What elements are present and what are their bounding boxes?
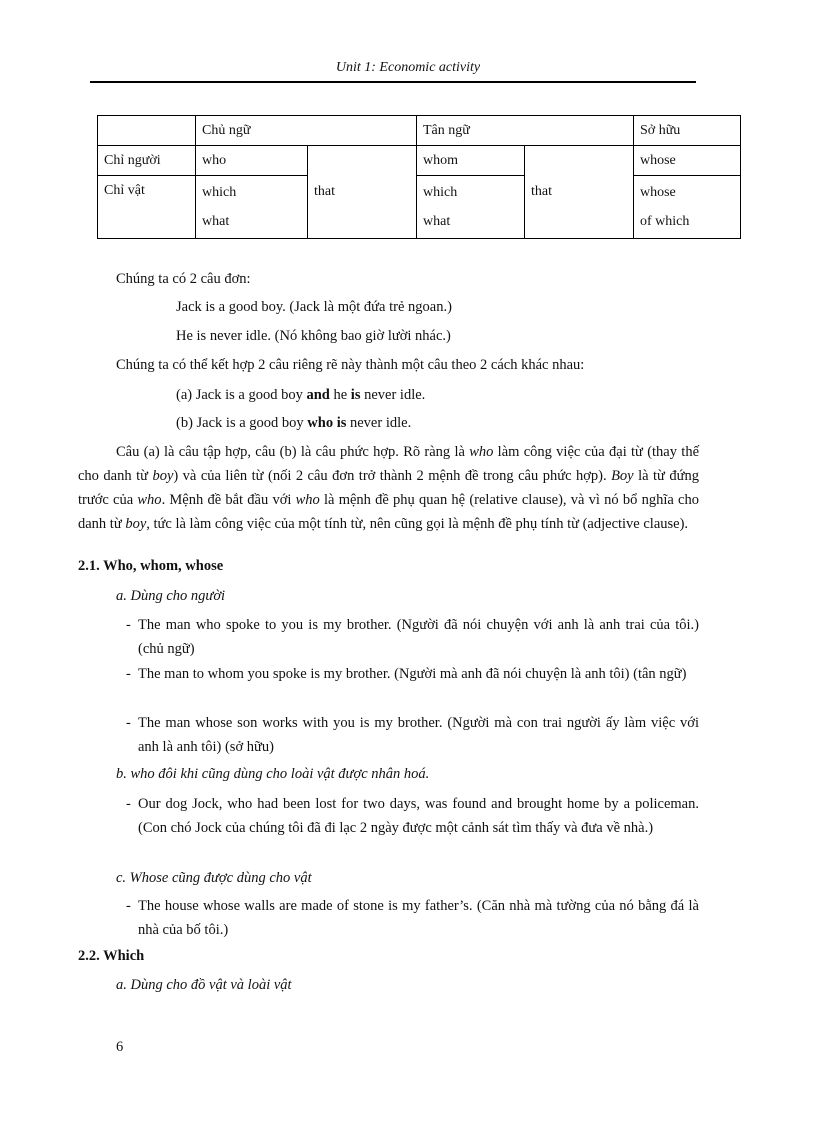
bold-run: who is [307, 415, 347, 431]
cell-that-object: that [525, 146, 634, 239]
page-number: 6 [116, 1039, 124, 1055]
italic-run: Boy [611, 468, 634, 484]
cell-person-possessive: whose [634, 146, 741, 176]
list-item [126, 894, 699, 942]
table-row [98, 176, 741, 239]
table-corner-cell [98, 116, 196, 146]
example-sentence-2: He is never idle. (Nó không bao giờ lười nhác.) [176, 328, 451, 344]
dash-marker: - [126, 796, 131, 812]
running-header: Unit 1: Economic activity [335, 60, 481, 75]
dash-marker: - [126, 715, 131, 731]
header-possessive: Sở hữu [634, 116, 741, 146]
text-run: là mệnh đề phụ quan hệ (relative clause), và vì nó bổ nghĩa cho danh từ [78, 492, 699, 532]
dash-marker: - [126, 898, 131, 914]
explanation-paragraph [78, 440, 699, 536]
italic-run: who [295, 492, 320, 508]
cell-that-subject: that [308, 146, 417, 239]
table-header-row [98, 116, 741, 146]
list-item [126, 711, 699, 759]
cell-person-subject: who [196, 146, 308, 176]
header-rule [90, 81, 696, 83]
text-run: làm công việc của đại từ (thay thế cho danh từ [78, 444, 699, 484]
dash-marker: - [126, 666, 131, 682]
italic-run: boy [152, 468, 174, 484]
bold-run: is [350, 387, 361, 403]
italic-run: who [469, 444, 494, 460]
cell-value: what [423, 214, 451, 229]
subsection-a-objects: a. Dùng cho đồ vật và loài vật [116, 977, 292, 993]
combine-sentence: Chúng ta có thể kết hợp 2 câu riêng rẽ này thành một câu theo 2 cách khác nhau: [116, 357, 585, 373]
cell-thing-possessive [634, 176, 741, 239]
relative-pronoun-table [97, 115, 741, 239]
list-item [126, 613, 699, 661]
text-run: là từ đứng trước của [78, 468, 700, 508]
header-subject: Chủ ngữ [196, 116, 417, 146]
section-heading-2-1: 2.1. Who, whom, whose [78, 558, 224, 574]
example-b [176, 413, 411, 434]
text-run: , tức là làm công việc của một tính từ, nên cũng gọi là mệnh đề phụ tính từ (adjective clause). [146, 516, 689, 532]
subsection-c-things: c. Whose cũng được dùng cho vật [116, 870, 312, 886]
text-run: . Mệnh đề bắt đầu với [161, 492, 296, 508]
text-run: never idle. [346, 415, 412, 431]
list-item-text: The man who spoke to you is my brother. (Người đã nói chuyện với anh là anh trai của tôi.) (chủ ngữ) [138, 617, 699, 657]
table-row [98, 146, 741, 176]
list-item [126, 792, 699, 840]
italic-run: boy [125, 516, 147, 532]
text-run: Câu (a) là câu tập hợp, câu (b) là câu phức hợp. Rõ ràng là [116, 444, 470, 460]
list-item [126, 662, 699, 686]
list-item-text: The man whose son works with you is my brother. (Người mà con trai người ấy làm việc với anh là anh tôi) (sở hữu) [138, 715, 699, 755]
example-a [176, 385, 425, 406]
cell-value: which [423, 185, 458, 200]
cell-value: whose [640, 185, 676, 200]
intro-lead: Chúng ta có 2 câu đơn: [116, 271, 251, 287]
cell-value: what [202, 214, 230, 229]
cell-person-object: whom [417, 146, 525, 176]
text-run: (a) Jack is a good boy [176, 387, 307, 403]
cell-thing-object [417, 176, 525, 239]
text-run: (b) Jack is a good boy [176, 415, 308, 431]
cell-value: of which [640, 214, 690, 229]
list-item-text: The man to whom you spoke is my brother. (Người mà anh đã nói chuyện là anh tôi) (tân ngữ) [138, 666, 687, 682]
cell-value: which [202, 185, 237, 200]
row-label-thing: Chỉ vật [98, 176, 196, 239]
text-run: he [329, 387, 351, 403]
cell-thing-subject [196, 176, 308, 239]
section-heading-2-2: 2.2. Which [78, 948, 145, 964]
text-run: never idle. [360, 387, 426, 403]
list-item-text: Our dog Jock, who had been lost for two days, was found and brought home by a policeman. (Con chó Jock của chúng tôi đã đi lạc 2 ngày được một cảnh sát tìm thấy và đưa về nhà.) [138, 796, 699, 836]
row-label-person: Chỉ người [98, 146, 196, 176]
dash-marker: - [126, 617, 131, 633]
text-run: ) và của liên từ (nối 2 câu đơn trở thành 2 mệnh đề trong câu phức hợp). [173, 468, 612, 484]
bold-run: and [306, 387, 330, 403]
header-object: Tân ngữ [417, 116, 634, 146]
subsection-a-person: a. Dùng cho người [116, 588, 226, 604]
italic-run: who [137, 492, 162, 508]
example-sentence-1: Jack is a good boy. (Jack là một đứa trẻ ngoan.) [176, 299, 452, 315]
subsection-b-animals: b. who đôi khi cũng dùng cho loài vật được nhân hoá. [116, 766, 430, 782]
list-item-text: The house whose walls are made of stone is my father’s. (Căn nhà mà tường của nó bằng đá là nhà của bố tôi.) [138, 898, 699, 938]
